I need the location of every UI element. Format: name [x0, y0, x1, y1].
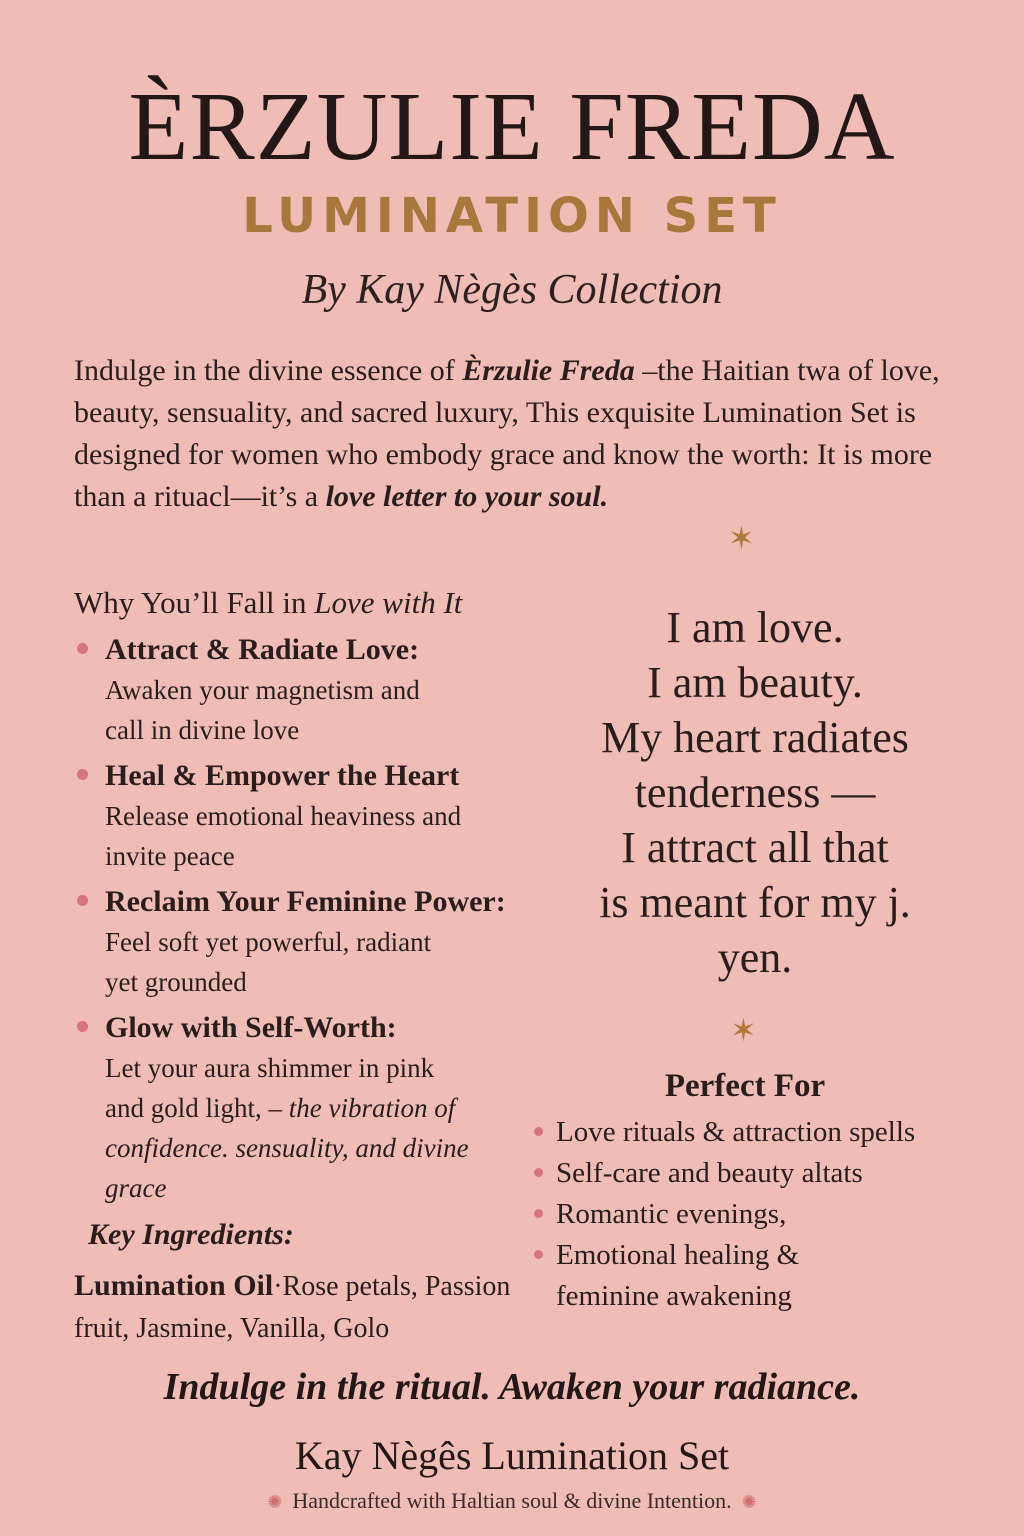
- bullet-dot-icon: [77, 769, 88, 780]
- benefit-text-plain: Let your aura shimmer in pink and gold light,: [105, 1053, 435, 1123]
- affirmation-line: is meant for my j.: [599, 878, 911, 927]
- perfect-for-text: Romantic evenings,: [556, 1198, 787, 1230]
- tagline: Indulge in the ritual. Awaken your radiance.: [163, 1366, 861, 1408]
- footer-line-text: Handcrafted with Haltian soul & divine Intention.: [292, 1488, 732, 1513]
- benefit-item: [74, 882, 574, 1002]
- perfect-for-heading: Perfect For: [664, 1068, 826, 1104]
- benefits-list: [74, 630, 574, 1214]
- perfect-for-item: [532, 1112, 992, 1153]
- bullet-dot-icon: [534, 1127, 543, 1136]
- perfect-for-text: Love rituals & attraction spells: [556, 1116, 916, 1148]
- benefit-text: Feel soft yet powerful, radiant yet grounded: [105, 927, 432, 997]
- sparkle-icon: ✶: [730, 1011, 757, 1049]
- why-heading: [74, 585, 462, 621]
- ingredients-heading: Key Ingredients:: [88, 1218, 294, 1251]
- sparkle-icon: ✶: [728, 519, 755, 557]
- perfect-for-item: [532, 1194, 992, 1235]
- intro-paragraph: [74, 350, 979, 518]
- benefit-item: [74, 1008, 574, 1208]
- affirmation-line: I attract all that: [621, 823, 889, 872]
- rose-flower-icon: ✺: [741, 1492, 757, 1512]
- bullet-dot-icon: [534, 1209, 543, 1218]
- benefit-item: [74, 630, 574, 750]
- collection-byline: By Kay Nègès Collection: [301, 267, 723, 313]
- intro-part1: Indulge in the divine essence of: [74, 354, 463, 387]
- ingredients-label: Lumination Oil: [74, 1269, 274, 1302]
- intro-emphasis: love letter to your soul.: [325, 480, 609, 513]
- ingredients-text: [74, 1265, 544, 1350]
- affirmation-block: [555, 600, 955, 985]
- affirmation-line: My heart radiates: [601, 713, 909, 762]
- perfect-for-item: [532, 1235, 856, 1317]
- perfect-for-list: [532, 1112, 992, 1317]
- page-subtitle: LUMINATION SET: [242, 188, 782, 244]
- perfect-for-item: [532, 1153, 992, 1194]
- rose-flower-icon: ✺: [267, 1492, 283, 1512]
- perfect-for-text: Self-care and beauty altats: [556, 1157, 863, 1189]
- benefit-text-italic: – the vibration of confidence. sensuality, and divine grace: [105, 1093, 469, 1203]
- benefit-text: Release emotional heaviness and invite peace: [105, 801, 462, 871]
- footer-line: [0, 1488, 1024, 1514]
- ingredients-list: ·Rose petals, Passion fruit, Jasmine, Vanilla, Golo: [74, 1271, 511, 1344]
- benefit-item: [74, 756, 574, 876]
- bullet-dot-icon: [534, 1250, 543, 1259]
- page-title: ÈRZULIE FREDA: [128, 73, 896, 181]
- benefit-title: Glow with Self-Worth:: [105, 1011, 397, 1044]
- benefit-title: Attract & Radiate Love:: [105, 633, 420, 666]
- why-heading-part1: Why You’ll Fall in: [74, 585, 315, 620]
- benefit-title: Reclaim Your Feminine Power:: [105, 885, 506, 918]
- perfect-for-text: Emotional healing & feminine awakening: [556, 1239, 800, 1312]
- affirmation-line: yen.: [717, 933, 793, 982]
- benefit-text: [105, 1048, 475, 1208]
- bullet-dot-icon: [77, 1021, 88, 1032]
- intro-part2: –the Haitian twa of love, beauty, sensuality, and sacred luxury, This exquisite Lumination Set is designed for women who embody grace and know the worth: It is more than a rituacl—it’s a: [74, 354, 940, 513]
- why-heading-part2: Love with It: [314, 585, 463, 620]
- bullet-dot-icon: [77, 643, 88, 654]
- affirmation-line: I am love.: [666, 603, 844, 652]
- benefit-text: Awaken your magnetism and call in divine love: [105, 675, 420, 745]
- footer-title: Kay Nègês Lumination Set: [294, 1433, 730, 1478]
- benefit-title: Heal & Empower the Heart: [105, 759, 460, 792]
- bullet-dot-icon: [77, 895, 88, 906]
- bullet-dot-icon: [534, 1168, 543, 1177]
- intro-name: Èrzulie Freda: [462, 354, 635, 387]
- affirmation-line: tenderness —: [634, 768, 876, 817]
- affirmation-line: I am beauty.: [647, 658, 863, 707]
